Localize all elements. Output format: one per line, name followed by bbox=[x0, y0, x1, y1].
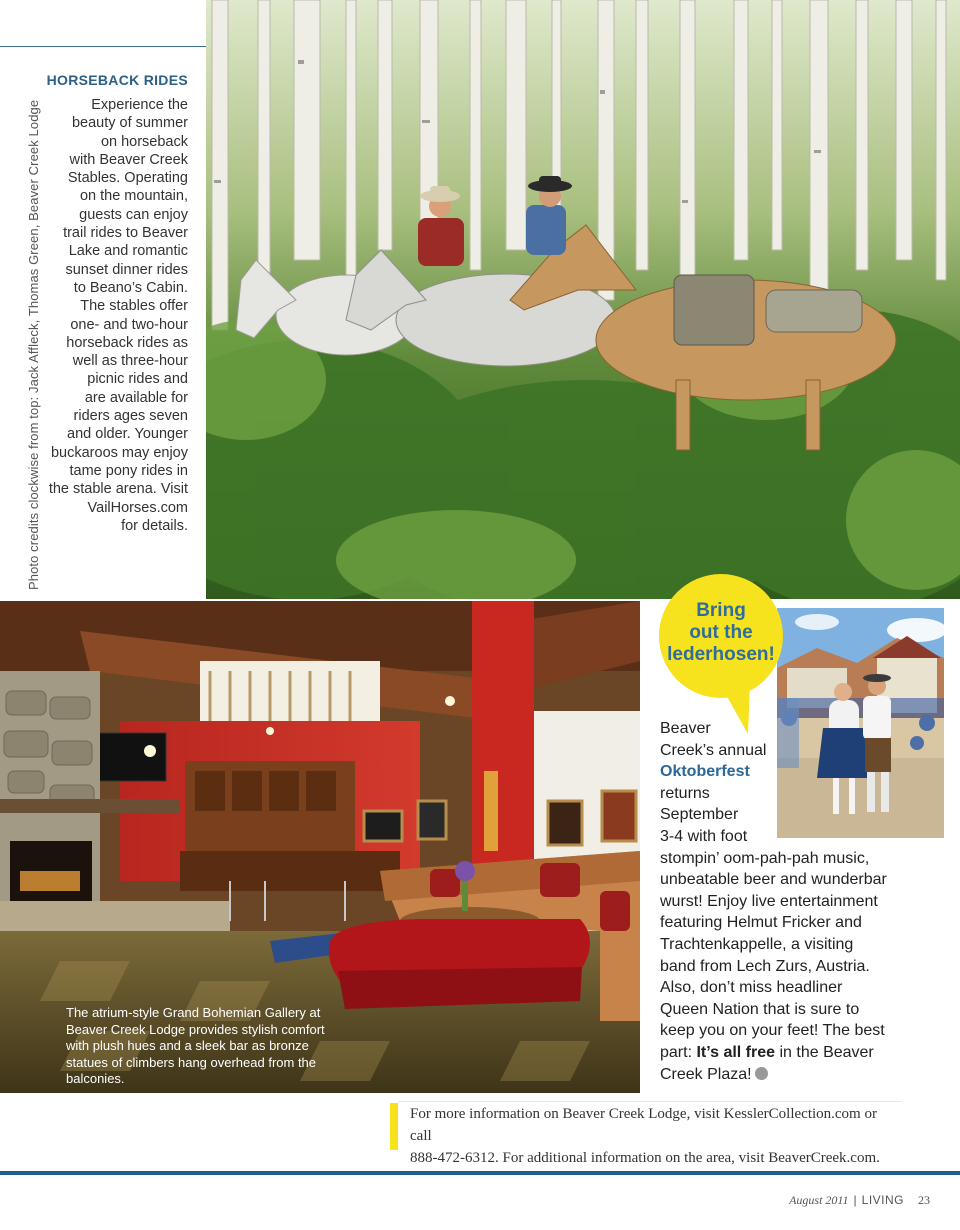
info-divider bbox=[398, 1101, 902, 1102]
article-text: part: bbox=[660, 1043, 697, 1061]
more-info-box bbox=[390, 1103, 902, 1166]
bubble-line: Bring bbox=[696, 600, 746, 621]
section-name: LIVING bbox=[861, 1193, 904, 1207]
oktoberfest-highlight: Oktoberfest bbox=[660, 763, 750, 781]
article-line bbox=[660, 1064, 910, 1086]
article-line: Creek’s annual bbox=[660, 741, 767, 759]
horseback-heading: HORSEBACK RIDES bbox=[46, 72, 188, 88]
article-line: wurst! Enjoy live entertainment bbox=[660, 892, 878, 910]
horseback-line: sunset dinner rides bbox=[65, 261, 188, 278]
speech-bubble bbox=[650, 574, 792, 734]
horseback-line: picnic rides and bbox=[87, 371, 188, 388]
horseback-body bbox=[48, 96, 188, 535]
free-emphasis: It’s all free bbox=[696, 1043, 776, 1061]
article-line: stompin’ oom-pah-pah music, bbox=[660, 849, 870, 867]
horseback-line: tame pony rides in bbox=[69, 462, 188, 479]
article-line: band from Lech Zurs, Austria. bbox=[660, 957, 870, 975]
article-text: Creek Plaza! bbox=[660, 1065, 752, 1083]
article-line: unbeatable beer and wunderbar bbox=[660, 871, 887, 889]
article-line: Beaver bbox=[660, 720, 711, 737]
horseback-line: buckaroos may enjoy bbox=[50, 444, 188, 461]
horseback-line: are available for bbox=[84, 389, 188, 406]
folio-separator: | bbox=[853, 1193, 857, 1207]
horseback-line: trail rides to Beaver bbox=[63, 225, 188, 242]
article-line bbox=[660, 1042, 910, 1064]
horseback-line: one- and two-hour bbox=[70, 316, 188, 333]
horseback-line: riders ages seven bbox=[73, 408, 188, 425]
info-line: For more information on Beaver Creek Lodge, visit KesslerCollection.com or call bbox=[410, 1106, 877, 1144]
article-line: September bbox=[660, 806, 739, 824]
end-mark-icon bbox=[755, 1067, 768, 1080]
article-line: Trachtenkappelle, a visiting bbox=[660, 935, 854, 953]
horseback-line: Stables. Operating bbox=[67, 170, 188, 187]
horseback-photo bbox=[206, 0, 960, 599]
horseback-line: beauty of summer bbox=[71, 115, 188, 132]
horseback-line: on horseback bbox=[100, 133, 188, 150]
article-line: returns bbox=[660, 784, 710, 802]
article-line: featuring Helmut Fricker and bbox=[660, 914, 862, 932]
horseback-line: on the mountain, bbox=[79, 188, 188, 205]
bubble-line: lederhosen! bbox=[667, 644, 775, 665]
article-line: 3-4 with foot bbox=[660, 827, 748, 845]
horseback-line: The stables offer bbox=[80, 298, 188, 315]
horseback-line: well as three-hour bbox=[72, 353, 188, 370]
lobby-caption: The atrium-style Grand Bohemian Gallery at Beaver Creek Lodge provides stylish comfort with plush hues and a sleek bar as bronze statues of climbers hang overhead from the balconies. bbox=[66, 1005, 325, 1086]
info-line: 888-472-6312. For additional information on the area, visit BeaverCreek.com. bbox=[410, 1150, 880, 1166]
horseback-line: for details. bbox=[121, 517, 188, 534]
article-line: Queen Nation that is sure to bbox=[660, 1000, 860, 1018]
horseback-line: to Beano’s Cabin. bbox=[73, 279, 188, 296]
horseback-line: Experience the bbox=[91, 97, 188, 113]
issue-date: August 2011 bbox=[789, 1193, 849, 1207]
horseback-line: the stable arena. Visit bbox=[48, 481, 188, 498]
bubble-text bbox=[650, 600, 792, 666]
folio bbox=[789, 1193, 930, 1208]
horseback-line: and older. Younger bbox=[67, 426, 188, 443]
article-text: in the Beaver bbox=[775, 1043, 874, 1061]
horseback-line: with Beaver Creek bbox=[69, 151, 188, 168]
horseback-line: VailHorses.com bbox=[87, 499, 188, 516]
oktoberfest-article bbox=[660, 718, 910, 1085]
bubble-line: out the bbox=[689, 622, 753, 643]
page-number: 23 bbox=[918, 1193, 930, 1207]
article-line: keep you on your feet! The best bbox=[660, 1022, 885, 1040]
photo-credits: Photo credits clockwise from top: Jack Affleck, Thomas Green, Beaver Creek Lodge bbox=[26, 99, 41, 590]
bottom-rule bbox=[0, 1171, 960, 1175]
horseback-line: horseback rides as bbox=[66, 334, 188, 351]
horseback-line: Lake and romantic bbox=[68, 243, 188, 260]
article-line: Also, don’t miss headliner bbox=[660, 979, 843, 997]
horseback-line: guests can enjoy bbox=[79, 206, 188, 223]
